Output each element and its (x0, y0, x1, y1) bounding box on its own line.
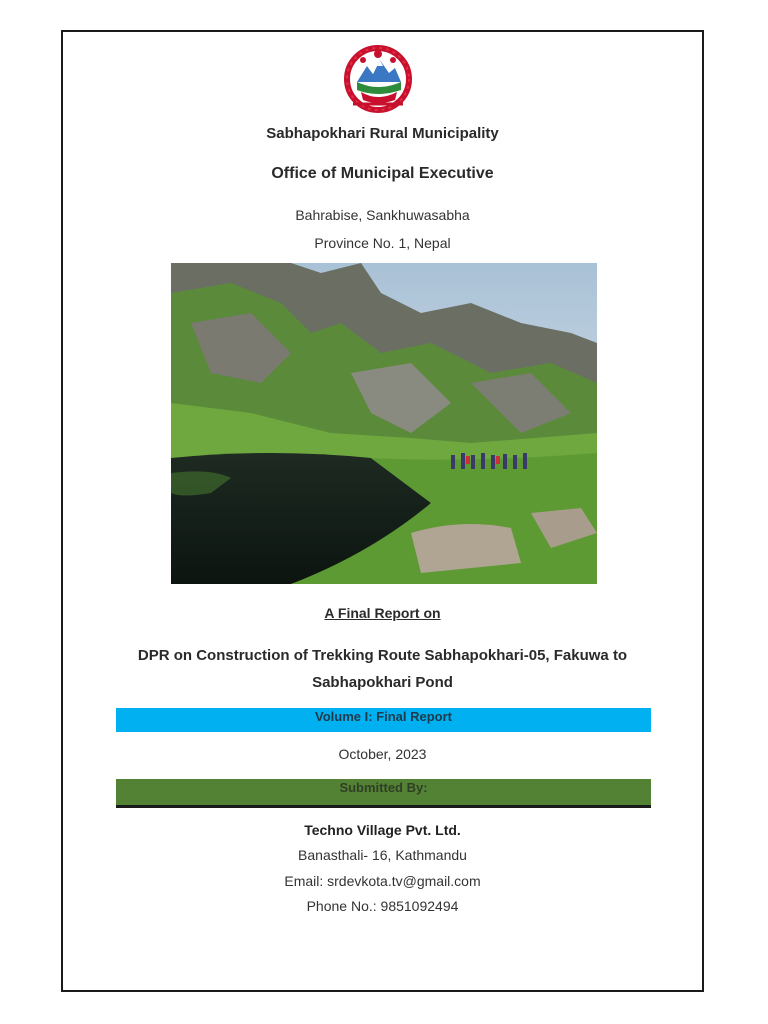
address-line-1: Bahrabise, Sankhuwasabha (295, 207, 470, 223)
mountain-lake-photo (171, 263, 597, 584)
address-line-2: Province No. 1, Nepal (314, 235, 451, 251)
volume-label: Volume I: Final Report (315, 709, 452, 724)
office-name: Office of Municipal Executive (271, 165, 494, 182)
volume-bar (116, 708, 651, 732)
submitter-phone: Phone No.: 9851092494 (306, 898, 459, 914)
submitter-company: Techno Village Pvt. Ltd. (304, 822, 461, 838)
report-date: October, 2023 (338, 746, 427, 762)
submitter-address: Banasthali- 16, Kathmandu (298, 847, 467, 863)
submitted-by-bar (116, 779, 651, 808)
submitter-email: Email: srdevkota.tv@gmail.com (284, 873, 481, 889)
municipality-name: Sabhapokhari Rural Municipality (266, 125, 499, 142)
report-intro: A Final Report on (324, 605, 441, 621)
nepal-emblem-icon (343, 44, 413, 114)
submitted-by-label: Submitted By: (339, 780, 428, 795)
report-title: DPR on Construction of Trekking Route Sabhapokhari-05, Fakuwa to Sabhapokhari Pond (137, 647, 628, 691)
